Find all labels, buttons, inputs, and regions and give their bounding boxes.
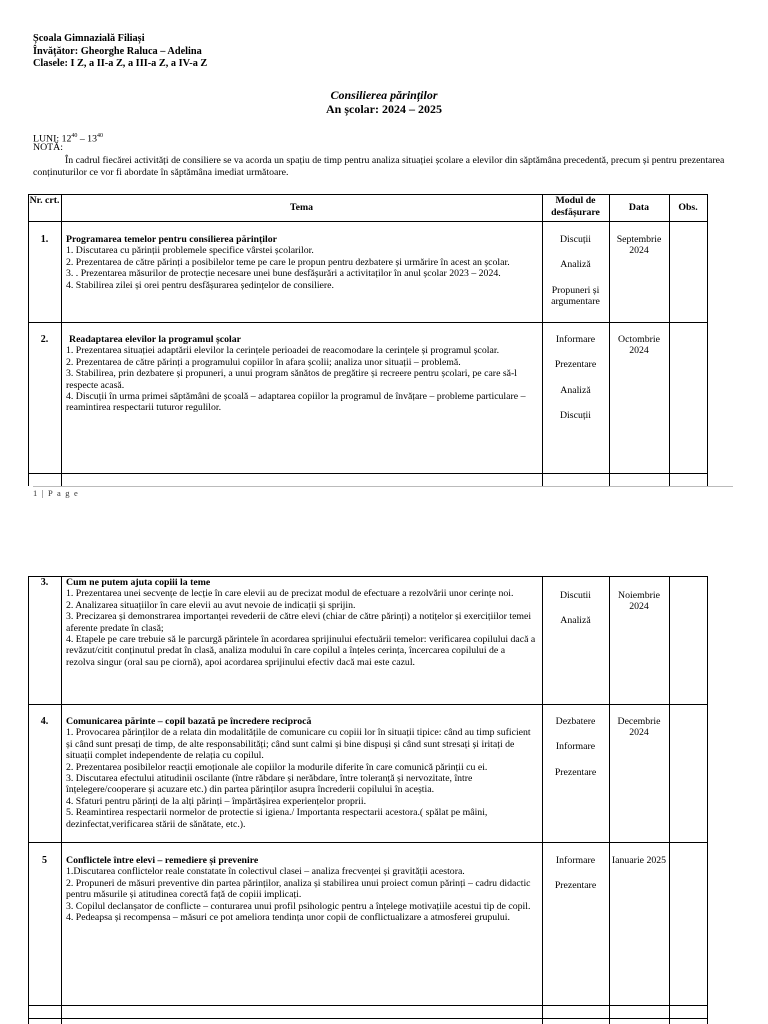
- date-cell: Septembrie 2024: [616, 234, 662, 257]
- document-header: [33, 33, 207, 71]
- school-name: Școala Gimnazială Filiași: [33, 33, 145, 44]
- date-cell: Ianuarie 2025: [611, 855, 667, 866]
- list-item: 3. Stabilirea, prin dezbatere și propuneri, a unui program sănătos de pregătire și recreere pentru școlari, pe care să-l respecte acasă.: [66, 368, 518, 391]
- school-year: An școlar: 2024 – 2025: [326, 102, 442, 116]
- modul-item: Analiză: [560, 384, 591, 396]
- modul-cell: [542, 234, 609, 322]
- list-item: 4. Etapele pe care trebuie să le parcurgă părintele în acordarea sprijinului efectuării temelor: verificarea copilului dacă a revăzut/citit conținutul predat în clasă, analiza modului în care copilul a înțeles cerința, încercarea copilului de a rezolva singur (oral sau pe ciornă), apoi acordarea sprijinului efectiv dacă mai este cazul.: [66, 634, 536, 668]
- list-item: 1.Discutarea conflictelor reale constatate în colectivul clasei – analiza frecvenței și gravității acestora.: [66, 866, 465, 878]
- header-tema: Tema: [289, 202, 314, 213]
- header-nr: Nr. crt.: [29, 195, 60, 206]
- list-item: 1. Provocarea părinților de a relata din modalitățile de comunicare cu copiii lor în situații tipice: când au timp suficient și când sunt presați de timp, de alte responsabilități; când sunt calmi și bine dispuși și când sunt stresați și iritați de situații complet independente de relația cu copilul.: [66, 727, 531, 762]
- modul-item: Informare: [555, 855, 596, 866]
- row-number: 2.: [40, 334, 49, 345]
- list-item: 2. Propuneri de măsuri preventive din partea părinților, analiza și stabilirea unui proiect comun părinți – cadru didactic pentru măsurile și atitudinea corectă față de copiii implicați.: [66, 877, 531, 901]
- schedule-line: LUNI: $12^{40} - 13^{40}$: [33, 133, 103, 145]
- date-cell: Octombrie 2024: [618, 334, 660, 357]
- modul-cell: [542, 334, 609, 436]
- modul-item: Discuții: [559, 234, 592, 245]
- modul-item: Dezbatere: [555, 716, 596, 727]
- footer-divider: [33, 486, 733, 487]
- list-item: 1. Prezentarea situației adaptării elevilor la cerințele perioadei de reacomodare la cerințele și programul școlar.: [66, 345, 500, 357]
- row-number: 5: [42, 855, 47, 866]
- list-item: 3. Discutarea efectului atitudinii oscilante (între răbdare și nerăbdare, între toleranță și nervozitate, între înțelegere/cooperare și acuzare etc.) din partea părinților asupra încrederii copilului în aceștia.: [66, 773, 473, 796]
- list-item: 2. Prezentarea posibilelor reacții emoționale ale copiilor la modurile diferite în care comunică părinții cu ei.: [66, 761, 488, 773]
- teacher-name: Învățător: Gheorghe Raluca – Adelina: [33, 45, 202, 57]
- header-data: Data: [628, 202, 650, 213]
- list-item: 2. Prezentarea de către părinți a programului copiilor în afara școlii; analiza unor situații – problemă.: [66, 356, 461, 368]
- table-row-tema: [66, 716, 536, 830]
- list-item: 4. Sfaturi pentru părinți de la alți părinți – împărtășirea experiențelor proprii.: [66, 795, 367, 807]
- table-row-tema: [66, 334, 536, 414]
- modul-item: Discutii: [559, 590, 592, 601]
- list-item: 4. Stabilirea zilei și orei pentru desfășurarea ședințelor de consiliere.: [66, 279, 334, 291]
- row-number: 3.: [40, 577, 49, 588]
- modul-item: Discuții: [559, 410, 592, 422]
- date-cell: Noiembrie 2024: [618, 590, 660, 613]
- list-item: 5. Reamintirea respectarii normelor de protectie si igiena./ Importanta respectarii acestora.( spălat pe mâini, dezinfectat,verificarea stării de sănătate, etc.).: [66, 807, 488, 830]
- tema-title: Conflictele între elevi – remediere și prevenire: [66, 855, 259, 866]
- document-title: Consilierea părinților: [330, 88, 438, 102]
- modul-cell: [542, 855, 609, 906]
- modul-cell: [542, 590, 609, 641]
- date-cell: Decembrie 2024: [617, 716, 661, 739]
- row-number: 4.: [40, 716, 49, 727]
- list-item: 2. Prezentarea de către părinți a posibilelor teme pe care le propun pentru dezbatere și urmărire în acest an școlar.: [66, 256, 510, 268]
- tema-title: Readaptarea elevilor la programul școlar: [69, 334, 241, 345]
- header-modul: Modul de desfășurare: [551, 195, 600, 218]
- list-item: 3. . Prezentarea măsurilor de protecție necesare unei bune desfășurări a activitaților în anul școlar 2023 – 2024.: [66, 268, 501, 280]
- list-item: 3. Precizarea și demonstrarea importanței revederii de către elevi (chiar de către părinți) a notițelor și exercițiilor temei aferente predate în clasă;: [66, 611, 532, 634]
- row-number: 1.: [40, 234, 49, 245]
- modul-item: Analiză: [560, 259, 591, 271]
- page-number: 1 | P a g e: [33, 488, 79, 498]
- list-item: 1. Discutarea cu părinții problemele specifice vârstei școlarilor.: [66, 245, 314, 257]
- tema-title: Comunicarea părinte – copil bazată pe încredere reciprocă: [66, 716, 312, 727]
- modul-item: Prezentare: [554, 766, 597, 778]
- modul-item: Informare: [555, 334, 596, 345]
- modul-item: Prezentare: [554, 880, 597, 892]
- modul-cell: [542, 716, 609, 792]
- list-item: 4. Discuții în urma primei săptămâni de școală – adaptarea copiilor la programul de învățare – probleme particulare – reamintirea respectarii tuturor regulilor.: [66, 391, 526, 414]
- table-row-tema: [66, 234, 536, 291]
- tema-title: Programarea temelor pentru consilierea părinților: [66, 234, 277, 245]
- list-item: 1. Prezentarea unei secvențe de lecție în care elevii au de precizat modul de efectuare a rezolvării unor cerințe noi.: [66, 588, 514, 600]
- classes-line: Clasele: I Z, a II-a Z, a III-a Z, a IV-a Z: [33, 58, 208, 69]
- intro-paragraph: În cadrul fiecărei activități de consiliere se va acorda un spațiu de timp pentru analiza situației școlare a elevilor din săptămâna precedentă, precum și pentru prezentarea conținuturilor ce vor fi abordate în săptămâna imediat următoare.: [33, 155, 725, 178]
- modul-item: Analiză: [560, 615, 591, 627]
- table-row-tema: [66, 855, 536, 923]
- list-item: 3. Copilul declanșator de conflicte – conturarea unui profil psihologic pentru a înțelege motivațiile acestui tip de copil.: [66, 900, 531, 912]
- modul-item: Informare: [555, 741, 596, 753]
- tema-title: Cum ne putem ajuta copiii la teme: [66, 577, 211, 588]
- table-row-tema: [66, 577, 536, 668]
- list-item: 4. Pedeapsa și recompensa – măsuri ce pot ameliora tendința unor copii de conflictualizare a atmosferei grupului.: [66, 912, 510, 924]
- modul-item: Prezentare: [554, 359, 597, 371]
- modul-item: Propuneri și argumentare: [551, 284, 600, 308]
- list-item: 2. Analizarea situațiilor în care elevii au avut nevoie de indicații și sprijin.: [66, 599, 356, 611]
- header-obs: Obs.: [678, 202, 698, 213]
- nota-label: NOTĂ:: [33, 142, 63, 153]
